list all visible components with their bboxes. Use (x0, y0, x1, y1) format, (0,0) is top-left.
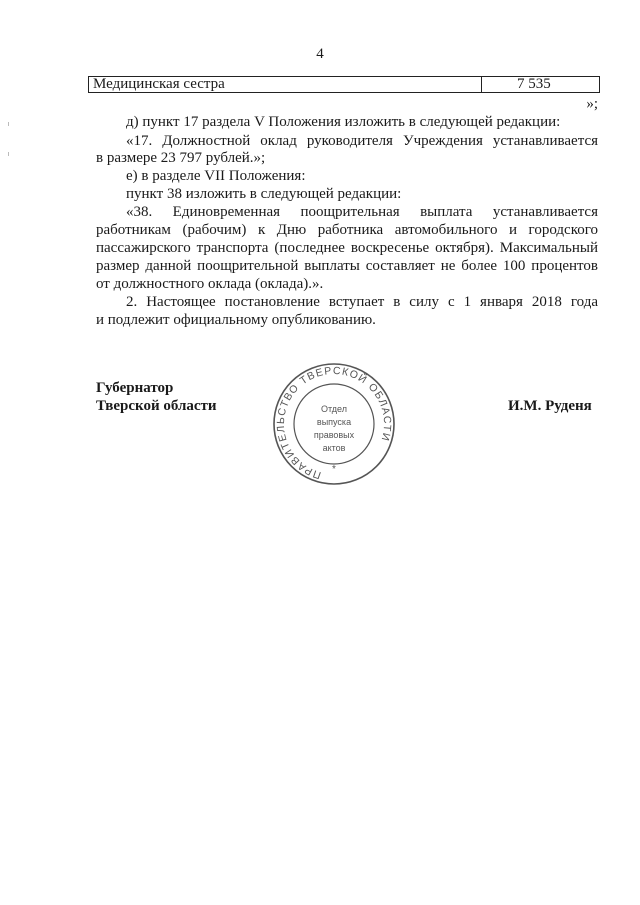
paragraph-2-line-1: 2. Настоящее постановление вступает в силу с 1 января 2018 года (126, 294, 598, 310)
paragraph-38-line-5: от должностного оклада (оклада).». (96, 276, 324, 292)
margin-mark (8, 152, 9, 156)
page-number: 4 (316, 46, 324, 62)
official-seal-stamp (272, 362, 396, 486)
signer-title-line-2: Тверской области (96, 398, 217, 414)
salary-cell: 7 535 (517, 76, 551, 92)
paragraph-17-line-2: в размере 23 797 рублей.»; (96, 150, 266, 166)
stamp-ring-text: ПРАВИТЕЛЬСТВО ТВЕРСКОЙ ОБЛАСТИ (274, 364, 394, 482)
table-divider (481, 77, 482, 92)
paragraph-2-line-2: и подлежит официальному опубликованию. (96, 312, 376, 328)
stamp-center-line-1: Отдел (320, 404, 348, 414)
paragraph-38-line-3: пассажирского транспорта (последнее воскресенье октября). Максимальный (96, 240, 598, 256)
signer-title-line-1: Губернатор (96, 380, 174, 396)
paragraph-d-item: д) пункт 17 раздела V Положения изложить в следующей редакции: (126, 114, 561, 130)
paragraph-17-line-1: «17. Должностной оклад руководителя Учреждения устанавливается (126, 133, 598, 149)
paragraph-38-intro: пункт 38 изложить в следующей редакции: (126, 186, 402, 202)
paragraph-e-item: е) в разделе VII Положения: (126, 168, 306, 184)
position-cell: Медицинская сестра (93, 76, 225, 92)
stamp-star: * (332, 464, 336, 475)
stamp-center-line-2: выпуска (316, 417, 352, 427)
margin-mark (8, 122, 9, 126)
signer-name: И.М. Руденя (508, 398, 592, 414)
paragraph-38-line-1: «38. Единовременная поощрительная выплата устанавливается (126, 204, 598, 220)
closing-quote: »; (586, 96, 598, 112)
stamp-center-line-4: актов (322, 443, 346, 453)
salary-table-row (88, 76, 600, 93)
paragraph-38-line-2: работникам (рабочим) к Дню работника автомобильного и городского (96, 222, 598, 238)
paragraph-38-line-4: размер данной поощрительной выплаты составляет не более 100 процентов (96, 258, 598, 274)
stamp-center-line-3: правовых (313, 430, 355, 440)
